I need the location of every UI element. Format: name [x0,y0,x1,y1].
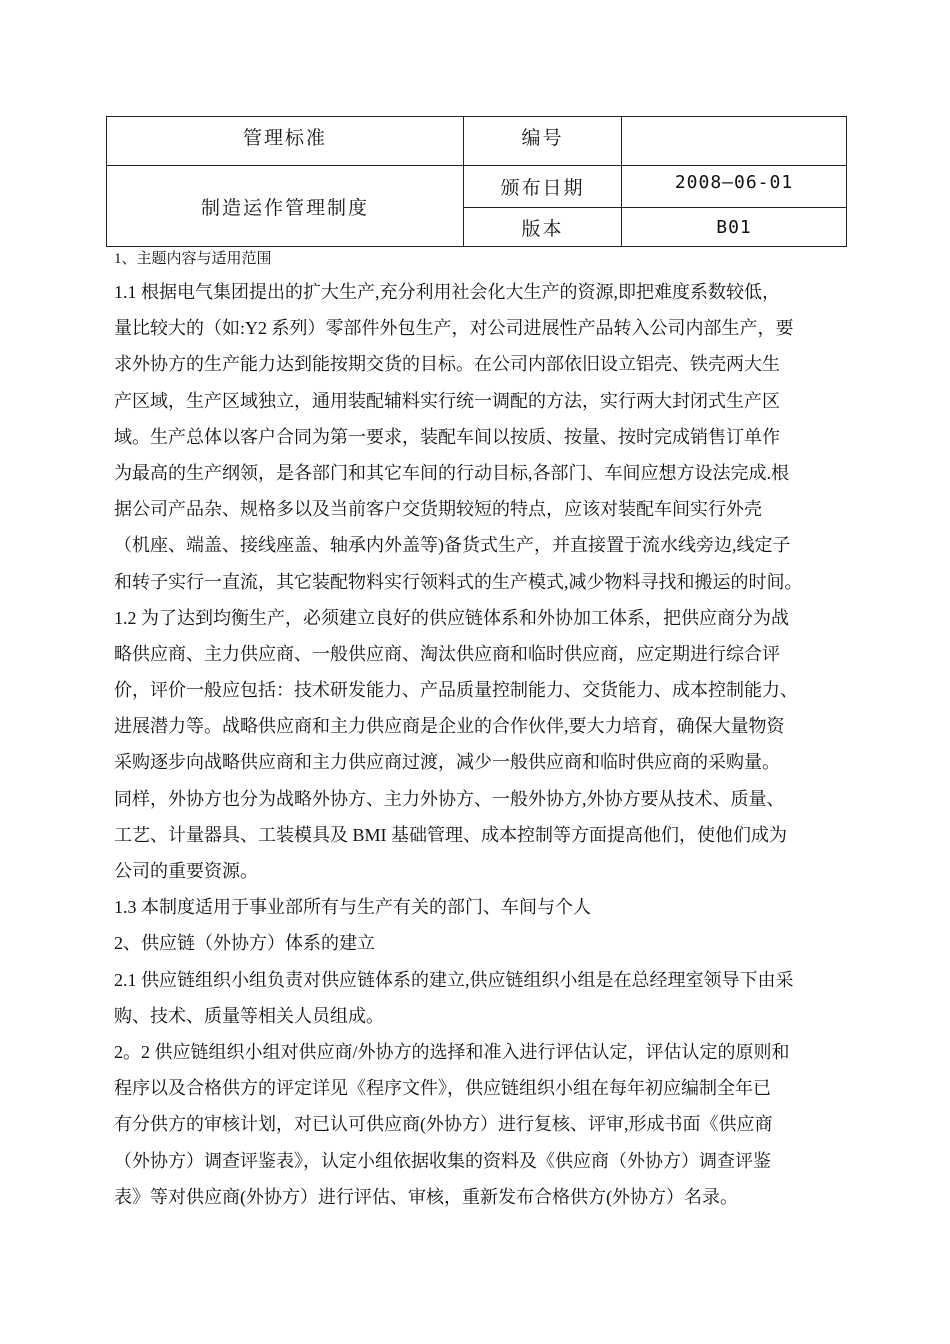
paragraph-line: 1.3 本制度适用于事业部所有与生产有关的部门、车间与个人 [114,897,591,918]
version-label-cell [464,208,622,247]
paragraph-line: 略供应商、主力供应商、一般供应商、淘汰供应商和临时供应商，应定期进行综合评 [114,643,780,664]
paragraph-line: 1.2 为了达到均衡生产，必须建立良好的供应链体系和外协加工体系，把供应商分为战 [114,607,789,628]
paragraph-line: 2。2 供应链组织小组对供应商/外协方的选择和准入进行评估认定，评估认定的原则和 [114,1041,790,1062]
paragraph-line: 2.1 供应链组织小组负责对供应链体系的建立,供应链组织小组是在总经理室领导下由采 [114,969,794,990]
date-label: 颁布日期 [500,177,585,199]
standard-label-cell [107,117,464,166]
paragraph-line: 据公司产品杂、规格多以及当前客户交货期较短的特点，应该对装配车间实行外壳 [114,499,762,520]
paragraph-line: 表》等对供应商(外协方）进行评估、审核，重新发布合格供方(外协方）名录。 [114,1186,738,1207]
document-header-table [106,116,847,247]
paragraph-1-1 [114,274,854,600]
paragraph-line: 进展潜力等。战略供应商和主力供应商是企业的合作伙伴,要大力培育，确保大量物资 [114,716,785,737]
paragraph-line: 为最高的生产纲领，是各部门和其它车间的行动目标,各部门、车间应想方设法完成.根 [114,462,789,483]
paragraph-line: 量比较大的（如:Y2 系列）零部件外包生产，对公司进展性产品转入公司内部生产，要 [114,318,794,339]
paragraph-line: 采购逐步向战略供应商和主力供应商过渡，减少一般供应商和临时供应商的采购量。 [114,752,780,773]
paragraph-line: 价，评价一般应包括：技术研发能力、产品质量控制能力、交货能力、成本控制能力、 [114,680,798,701]
standard-label: 管理标准 [242,127,327,149]
paragraph-line: 同样，外协方也分为战略外协方、主力外协方、一般外协方,外协方要从技术、质量、 [114,788,785,809]
section-1-title: 1、主题内容与适用范围 [114,251,272,267]
date-value-cell [622,166,847,208]
paragraph-1-2 [114,600,854,890]
paragraph-line: （外协方）调查评鉴表》，认定小组依据收集的资料及《供应商（外协方）调查评鉴 [114,1150,771,1171]
paragraph-2-1 [114,962,854,1034]
version-value-cell [622,208,847,247]
date-label-cell [464,166,622,208]
number-value-cell [622,117,847,166]
version-label: 版本 [521,217,564,240]
paragraph-line: 域。生产总体以客户合同为第一要求，装配车间以按质、按量、按时完成销售订单作 [114,426,780,447]
paragraph-line: 1.1 根据电气集团提出的扩大生产,充分利用社会化大生产的资源,即把难度系数较低， [114,282,780,302]
doc-title: 制造运作管理制度 [200,196,369,219]
paragraph-line: 有分供方的审核计划，对已认可供应商(外协方）进行复核、评审,形成书面《供应商 [114,1114,773,1135]
version-value: B01 [716,216,752,238]
paragraph-line: 程序以及合格供方的评定详见《程序文件》，供应链组织小组在每年初应编制全年已 [114,1078,771,1099]
paragraph-line: 购、技术、质量等相关人员组成。 [114,1005,384,1026]
number-label: 编号 [521,127,564,149]
paragraph-1-3 [114,889,854,925]
number-label-cell [464,117,622,166]
paragraph-line: 工艺、计量器具、工装模具及 BMI 基础管理、成本控制等方面提高他们，使他们成为 [114,824,788,845]
paragraph-line: 产区域，生产区域独立，通用装配辅料实行统一调配的方法，实行两大封闭式生产区 [114,390,780,411]
paragraph-line: 公司的重要资源。 [114,861,258,881]
paragraph-line: 求外协方的生产能力达到能按期交货的目标。在公司内部依旧设立铝壳、铁壳两大生 [114,354,780,375]
paragraph-line: 和转子实行一直流，其它装配物料实行领料式的生产模式,减少物料寻找和搬运的时间。 [114,571,803,592]
paragraph-line: （机座、端盖、接线座盖、轴承内外盖等)备货式生产，并直接置于流水线旁边,线定子 [114,535,791,556]
document-body [114,246,854,1215]
section-2-title: 2、供应链（外协方）体系的建立 [114,933,375,954]
section-2-title-block [114,925,854,961]
doc-title-cell [107,166,464,247]
date-value: 2008—06-01 [674,172,794,193]
paragraph-2-2 [114,1034,854,1215]
